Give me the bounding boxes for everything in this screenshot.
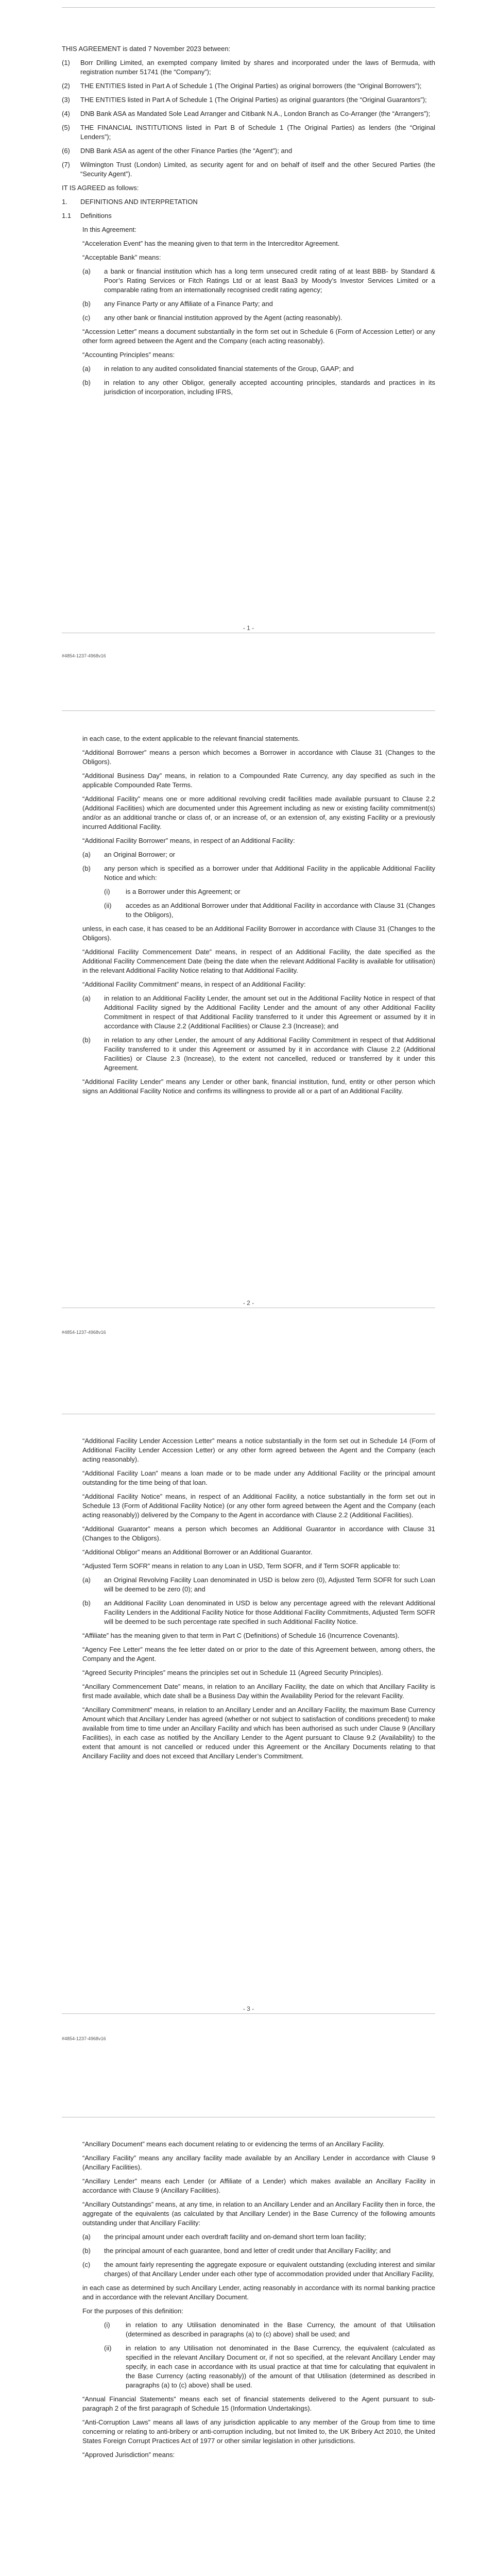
clause-text: DNB Bank ASA as agent of the other Finance Parties (the “Agent”); and <box>80 147 293 155</box>
document-page <box>0 1406 497 2110</box>
numbered-clause <box>62 2320 435 2339</box>
numbered-clause <box>62 364 435 374</box>
document-reference: #4854-1237-4968v16 <box>62 653 106 658</box>
numbered-clause <box>62 146 435 156</box>
page-bottom-rule <box>62 2013 435 2014</box>
paragraph: “Adjusted Term SOFR” means in relation to any Loan in USD, Term SOFR, and if Term SOFR applicable to: <box>82 1562 401 1570</box>
clause-number: (7) <box>62 161 70 168</box>
paragraph: “Ancillary Commitment” means, in relation to an Ancillary Lender and an Ancillary Facility, the maximum Base Currency Amount which that Ancillary Lender has agreed (whether or not subject to satisfaction of conditions precedent) to make available from time to time under an Ancillary Facility and which has been authorised as such under Clause 9 (Ancillary Facilities), in each case as notified by the Ancillary Lender to the Agent pursuant to Clause 9.2 (Availability) to the extent that amount is not cancelled or reduced under this Agreement or the Ancillary Documents relating to that Ancillary Facility and does not exceed that Ancillary Lender’s Commitment. <box>82 1706 435 1760</box>
page-top-rule <box>62 710 435 711</box>
clause-text: Borr Drilling Limited, an exempted company limited by shares and incorporated under the laws of Bermuda, with registration number 51741 (the “Company”); <box>80 59 435 76</box>
clause-text: an Original Revolving Facility Loan denominated in USD is below zero (0), Adjusted Term SOFR for such Loan will be deemed to be zero (0); and <box>104 1576 435 1593</box>
clause-text: an Original Borrower; or <box>104 851 175 858</box>
numbered-clause <box>62 887 435 896</box>
paragraph: “Additional Facility Borrower” means, in respect of an Additional Facility: <box>82 837 295 844</box>
clause-number: (b) <box>82 1036 91 1044</box>
numbered-clause <box>62 267 435 295</box>
clause-text: in relation to an Additional Facility Lender, the amount set out in the Additional Facility Notice in respect of that Additional Facility signed by the Additional Facility Lender and the amount of any other Additional Facility Commitment in respect of that Additional Facility transferred to it under this Agreement or assumed by it in accordance with Clause 2.2 (Additional Facilities) or Clause 2.3 (Increase); and <box>104 994 435 1030</box>
numbered-clause <box>62 109 435 118</box>
paragraph: In this Agreement: <box>82 226 136 233</box>
numbered-clause <box>62 864 435 883</box>
numbered-clause <box>62 58 435 77</box>
paragraph: For the purposes of this definition: <box>82 2307 183 2315</box>
numbered-clause <box>62 123 435 142</box>
clause-text: the amount fairly representing the aggregate exposure or equivalent outstanding (excluding interest and similar charges) of that Ancillary Lender under each other type of accommodation provided under that Ancillary Facility, <box>104 2261 435 2278</box>
clause-number: (5) <box>62 124 70 131</box>
document-reference: #4854-1237-4968v16 <box>62 1330 106 1335</box>
page-body <box>62 2140 435 2464</box>
paragraph: “Additional Facility Commitment” means, in respect of an Additional Facility: <box>82 980 306 988</box>
numbered-clause <box>62 2344 435 2390</box>
page-number: - 3 - <box>243 2005 254 2012</box>
document-page <box>0 0 497 703</box>
clause-number: (a) <box>82 2233 91 2241</box>
paragraph: “Ancillary Outstandings” means, at any time, in relation to an Ancillary Lender and an Ancillary Facility then in force, the aggregate of the equivalents (as calculated by that Ancillary Lender) in the Base Currency of the following amounts outstanding under that Ancillary Facility: <box>82 2200 435 2227</box>
clause-text: in relation to any Utilisation not denominated in the Base Currency, the equivalent (calculated as specified in the relevant Ancillary Document or, if not so specified, at the relevant Ancillary Lender may specify, in each case in accordance with its usual practice at that time for calculating that equivalent in the Base Currency (acting reasonably)) of the amount of that Utilisation (determined as described in paragraphs (a) to (c) above) shall be used. <box>126 2344 435 2389</box>
clause-number: (a) <box>82 267 91 275</box>
clause-text: a bank or financial institution which has a long term unsecured credit rating of at least BBB- by Standard & Poor’s Rating Services or Fitch Ratings Ltd or at least Baa3 by Moody’s Investor Services Limited or a comparable rating from an internationally recognised credit rating agency; <box>104 267 435 294</box>
paragraph: “Ancillary Document” means each document relating to or evidencing the terms of an Ancillary Facility. <box>82 2140 385 2148</box>
page-number: - 2 - <box>243 1299 254 1307</box>
clause-text: in relation to any other Lender, the amount of any Additional Facility Commitment in respect of that Additional Facility transferred to it under this Agreement or assumed by it in accordance with Clause 2.2 (Additional Facilities) or Clause 2.3 (Increase), to the extent not cancelled, reduced or transferred by it under this Agreement. <box>104 1036 435 1072</box>
paragraph: in each case as determined by such Ancillary Lender, acting reasonably in accordance with its normal banking practice and in accordance with the relevant Ancillary Document. <box>82 2284 435 2301</box>
paragraph: “Ancillary Lender” means each Lender (or Affiliate of a Lender) which makes available an Ancillary Facility in accordance with Clause 9 (Ancillary Facilities). <box>82 2177 435 2194</box>
paragraph: “Additional Facility Commencement Date” means, in respect of an Additional Facility, the date specified as the Additional Facility Commencement Date (being the date when the relevant Additional Facility is available for utilisation) in the relevant Additional Facility Notice relating to that Additional Facility. <box>82 948 435 974</box>
paragraph: “Accession Letter” means a document substantially in the form set out in Schedule 6 (Form of Accession Letter) or any other form agreed between the Agent and the Company (each acting reasonably). <box>82 328 435 345</box>
numbered-clause <box>62 2260 435 2279</box>
paragraph: “Additional Facility Lender” means any Lender or other bank, financial institution, fund, entity or other person which signs an Additional Facility Notice and confirms its willingness to provide all or a part of an Additional Facility. <box>82 1078 435 1095</box>
clause-text: Definitions <box>80 212 112 219</box>
numbered-clause <box>62 2246 435 2256</box>
paragraph: “Additional Facility” means one or more additional revolving credit facilities made available pursuant to Clause 2.2 (Additional Facilities) which are documented under this Agreement including as new or existing facility commitment(s) and/or as an additional tranche or class of, or an increase of, or an extension of, any existing Facility or a previously incurred Additional Facility. <box>82 795 435 831</box>
clause-number: (ii) <box>104 902 112 909</box>
paragraph: “Acceleration Event” has the meaning given to that term in the Intercreditor Agreement. <box>82 240 340 247</box>
clause-number: (i) <box>104 888 110 895</box>
page-body <box>62 1436 435 1766</box>
clause-text: in relation to any other Obligor, generally accepted accounting principles, standards and practices in its jurisdiction of incorporation, including IFRS, <box>104 379 435 396</box>
clause-number: (c) <box>82 314 91 321</box>
numbered-clause <box>62 81 435 91</box>
numbered-clause <box>62 197 435 207</box>
numbered-clause <box>62 378 435 397</box>
clause-text: THE ENTITIES listed in Part A of Schedule 1 (The Original Parties) as original borrowers (the “Original Borrowers”); <box>80 82 422 90</box>
clause-number: (3) <box>62 96 70 104</box>
numbered-clause <box>62 901 435 920</box>
clause-number: (a) <box>82 1576 91 1584</box>
clause-number: (b) <box>82 2247 91 2255</box>
clause-text: in relation to any Utilisation denominated in the Base Currency, the amount of that Utilisation (determined as described in paragraphs (a) to (c) above) shall be used; and <box>126 2321 435 2338</box>
numbered-clause <box>62 95 435 105</box>
clause-number: 1. <box>62 198 67 206</box>
clause-text: the principal amount of each guarantee, bond and letter of credit under that Ancillary Facility; and <box>104 2247 391 2255</box>
paragraph: “Approved Jurisdiction” means: <box>82 2451 175 2459</box>
clause-number: (ii) <box>104 2344 112 2352</box>
clause-number: (4) <box>62 110 70 117</box>
document-page <box>0 2110 497 2576</box>
clause-number: (a) <box>82 365 91 372</box>
clause-text: the principal amount under each overdraft facility and on-demand short term loan facility; <box>104 2233 366 2241</box>
clause-number: (b) <box>82 379 91 386</box>
clause-text: THE ENTITIES listed in Part A of Schedule 1 (The Original Parties) as original guarantors (the “Original Guarantors”); <box>80 96 427 104</box>
paragraph: unless, in each case, it has ceased to be an Additional Facility Borrower in accordance with Clause 31 (Changes to the Obligors). <box>82 925 435 942</box>
clause-number: (b) <box>82 865 91 872</box>
clause-number: 1.1 <box>62 212 72 219</box>
paragraph: THIS AGREEMENT is dated 7 November 2023 between: <box>62 45 231 53</box>
clause-text: in relation to any audited consolidated financial statements of the Group, GAAP; and <box>104 365 354 372</box>
clause-number: (6) <box>62 147 70 155</box>
numbered-clause <box>62 850 435 859</box>
clause-number: (b) <box>82 1599 91 1607</box>
paragraph: “Acceptable Bank” means: <box>82 253 161 261</box>
paragraph: “Ancillary Commencement Date” means, in relation to an Ancillary Facility, the date on which that Ancillary Facility is first made available, which date shall be a Business Day within the Availability Period for the relevant Facility. <box>82 1683 435 1700</box>
paragraph: “Additional Facility Notice” means, in respect of an Additional Facility, a notice substantially in the form set out in Schedule 13 (Form of Additional Facility Notice) (or any other form agreed between the Agent and the Company (each acting reasonably)) delivered by the Company to the Agent in accordance with Clause 2.2 (Additional Facilities). <box>82 1493 435 1519</box>
paragraph: “Ancillary Facility” means any ancillary facility made available by an Ancillary Lender in accordance with Clause 9 (Ancillary Facilities). <box>82 2154 435 2171</box>
clause-number: (a) <box>82 994 91 1002</box>
page-body <box>62 734 435 1100</box>
paragraph: in each case, to the extent applicable to the relevant financial statements. <box>82 735 300 742</box>
document-reference: #4854-1237-4968v16 <box>62 2036 106 2041</box>
clause-text: any person which is specified as a borrower under that Additional Facility in the applicable Additional Facility Notice and which: <box>104 865 435 882</box>
clause-number: (c) <box>82 2261 91 2268</box>
clause-text: DEFINITIONS AND INTERPRETATION <box>80 198 198 206</box>
paragraph: “Additional Borrower” means a person which becomes a Borrower in accordance with Clause 31 (Changes to the Obligors). <box>82 749 435 766</box>
paragraph: “Annual Financial Statements” means each set of financial statements delivered to the Agent pursuant to sub-paragraph 2 of the first paragraph of Schedule 15 (Information Undertakings). <box>82 2395 435 2412</box>
paragraph: “Agreed Security Principles” means the principles set out in Schedule 11 (Agreed Security Principles). <box>82 1669 383 1676</box>
numbered-clause <box>62 299 435 309</box>
paragraph: IT IS AGREED as follows: <box>62 184 139 192</box>
paragraph: “Affiliate” has the meaning given to that term in Part C (Definitions) of Schedule 16 (Incurrence Covenants). <box>82 1632 400 1639</box>
numbered-clause <box>62 1036 435 1073</box>
paragraph: “Additional Obligor” means an Additional Borrower or an Additional Guarantor. <box>82 1548 313 1556</box>
paragraph: “Accounting Principles” means: <box>82 351 175 359</box>
clause-number: (a) <box>82 851 91 858</box>
paragraph: “Additional Guarantor” means a person which becomes an Additional Guarantor in accordance with Clause 31 (Changes to the Obligors). <box>82 1525 435 1542</box>
paragraph: “Additional Facility Lender Accession Letter” means a notice substantially in the form set out in Schedule 14 (Form of Additional Facility Lender Accession Letter) or any other form agreed between the Agent and the Company (each acting reasonably). <box>82 1437 435 1463</box>
numbered-clause <box>62 2232 435 2242</box>
numbered-clause <box>62 1575 435 1594</box>
clause-text: DNB Bank ASA as Mandated Sole Lead Arranger and Citibank N.A., London Branch as Co-Arranger (the “Arrangers”); <box>80 110 431 117</box>
document-page <box>0 703 497 1406</box>
clause-number: (i) <box>104 2321 110 2329</box>
clause-number: (b) <box>82 300 91 308</box>
numbered-clause <box>62 1599 435 1626</box>
clause-text: THE FINANCIAL INSTITUTIONS listed in Part B of Schedule 1 (The Original Parties) as lenders (the “Original Lenders”); <box>80 124 435 141</box>
numbered-clause <box>62 994 435 1031</box>
clause-text: is a Borrower under this Agreement; or <box>126 888 241 895</box>
clause-text: any Finance Party or any Affiliate of a Finance Party; and <box>104 300 273 308</box>
numbered-clause <box>62 211 435 221</box>
paragraph: “Additional Business Day” means, in relation to a Compounded Rate Currency, any day specified as such in the applicable Compounded Rate Terms. <box>82 772 435 789</box>
clause-number: (2) <box>62 82 70 90</box>
paragraph: “Additional Facility Loan” means a loan made or to be made under any Additional Facility or the principal amount outstanding for the time being of that loan. <box>82 1469 435 1486</box>
clause-text: Wilmington Trust (London) Limited, as security agent for and on behalf of itself and the other Secured Parties (the “Security Agent”). <box>80 161 435 178</box>
page-body <box>62 44 435 401</box>
clause-text: any other bank or financial institution approved by the Agent (acting reasonably). <box>104 314 342 321</box>
clause-text: an Additional Facility Loan denominated in USD is below any percentage agreed with the relevant Additional Facility Lenders in the Additional Facility Notice for those Additional Facility Commitments, Adjusted Term SOFR will be deemed to be such percentage rate specified in such Additional Facility Notice. <box>104 1599 435 1625</box>
numbered-clause <box>62 160 435 179</box>
clause-number: (1) <box>62 59 70 66</box>
clause-text: accedes as an Additional Borrower under that Additional Facility in accordance with Clause 31 (Changes to the Obligors), <box>126 902 435 919</box>
paragraph: “Anti-Corruption Laws” means all laws of any jurisdiction applicable to any member of the Group from time to time concerning or relating to anti-bribery or anti-corruption including, but not limited to, the UK Bribery Act 2010, the United States Foreign Corrupt Practices Act of 1977 or other similar legislation in other jurisdictions. <box>82 2418 435 2445</box>
numbered-clause <box>62 313 435 323</box>
page-top-rule <box>62 7 435 8</box>
paragraph: “Agency Fee Letter” means the fee letter dated on or prior to the date of this Agreement between, among others, the Company and the Agent. <box>82 1646 435 1663</box>
page-number: - 1 - <box>243 624 254 632</box>
